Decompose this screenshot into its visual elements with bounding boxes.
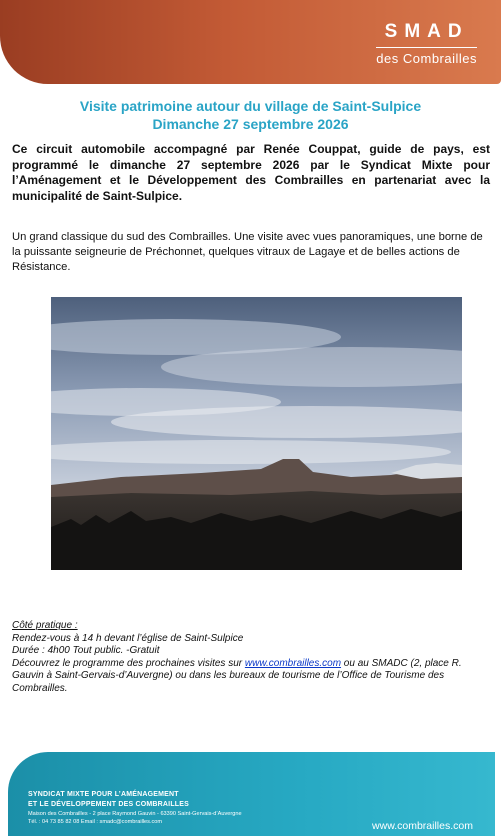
footer-website[interactable]: www.combrailles.com [372,820,473,832]
footer-org-line2: ET LE DÉVELOPPEMENT DES COMBRAILLES [28,801,190,808]
discover-info [12,658,490,696]
description-paragraph: Un grand classique du sud des Combrailles. Une visite avec vues panoramiques, une borne de la puissante seigneurie de Préchonnet, quelques vitraux de Lagaye et de belles actions de Résistance. [12,231,483,273]
footer-phone-email: Tél. : 04 73 85 82 08 Email : smadc@combrailles.com [28,819,163,825]
discover-text-after: ou au SMADC (2, place R. Gauvin à Saint-Gervais-d’Auvergne) ou dans les bureaux de tourisme de l’Office de Tourisme des Combrailles. [12,657,462,694]
event-title: Visite patrimoine autour du village de Saint-Sulpice [79,98,422,114]
meeting-point: Rendez-vous à 14 h devant l’église de Saint-Sulpice [12,632,244,644]
footer-org-line1: SYNDICAT MIXTE POUR L’AMÉNAGEMENT [28,791,179,798]
footer-banner [8,752,495,836]
footer-address: Maison des Combrailles - 2 place Raymond Gauvin - 63390 Saint-Gervais-d’Auvergne [28,811,242,817]
logo-subtitle: des Combrailles [376,51,477,66]
duration-info: Durée : 4h00 Tout public. -Gratuit [12,645,160,657]
logo-divider [376,47,477,48]
website-link[interactable]: www.combrailles.com [244,657,342,669]
practical-heading: Côté pratique : [12,620,78,631]
discover-text-before: Découvrez le programme des prochaines visites sur [12,657,245,669]
logo-title: SMAD [384,21,469,42]
landscape-photo [51,297,462,570]
footer-contact [28,810,242,826]
practical-info [12,620,490,696]
footer-organisation [28,790,189,810]
intro-paragraph: Ce circuit automobile accompagné par Renée Couppat, guide de pays, est programmé le dimanche 27 septembre 2026 par le Syndicat Mixte pour l’Aménagement et le Développement des Combrailles en partenariat avec la municipalité de Saint-Sulpice. [12,142,490,203]
smad-logo [376,20,477,67]
event-date: Dimanche 27 septembre 2026 [152,116,349,132]
